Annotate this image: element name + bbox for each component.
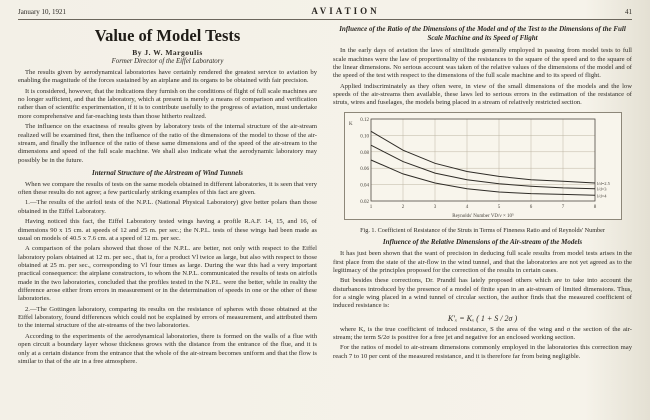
right-column — [333, 24, 632, 368]
svg-text:1: 1 — [369, 204, 372, 210]
svg-text:0.10: 0.10 — [359, 134, 369, 140]
figure-chart-container — [333, 112, 632, 225]
svg-text:K: K — [348, 121, 353, 127]
article-title: Value of Model Tests — [94, 26, 241, 45]
svg-text:0.08: 0.08 — [359, 150, 369, 156]
figure-1 — [333, 112, 632, 235]
paragraph: Having noticed this fact, the Eiffel Laboratory tested wings having a profile R.A.F. 14, 15, and 16, of dimensions 90 x 15 cm. at speeds of 12 and 25 m. per sec.; the N.P.L. tests of these wings had been made as usual on models of 40.5 x 7.6 cm. at a speed of 12 m. per sec. — [18, 218, 317, 242]
svg-text:0.04: 0.04 — [359, 183, 369, 189]
svg-text:l/d=4: l/d=4 — [596, 192, 607, 198]
paragraph: where Kₓ is the true coefficient of induced resistance, S the area of the wing and σ the section of the air-stream; the term S/2σ is positive for a free jet and negative for an enclosed working section. — [333, 325, 632, 342]
svg-text:l/d=3: l/d=3 — [596, 186, 607, 192]
page-number: 41 — [625, 8, 632, 16]
svg-text:6: 6 — [529, 204, 532, 210]
svg-text:7: 7 — [561, 204, 564, 210]
author-role: Former Director of the Eiffel Laboratory — [111, 58, 224, 65]
svg-text:0.06: 0.06 — [359, 166, 369, 172]
paragraph: When we compare the results of tests on the same models obtained in different laboratories, it is seen that very often these results do not agree; a few particularly striking examples of this fact are given. — [18, 180, 317, 197]
section-heading-ratio-dimensions: Influence of the Ratio of the Dimensions of the Model and of the Test to the Dimensions of the Full Scale Machine and its Speed of Flight — [339, 25, 626, 43]
svg-text:4: 4 — [465, 204, 468, 210]
journal-name: AVIATION — [311, 6, 380, 16]
paragraph: But besides these corrections, Dr. Prandtl has lately proposed others which are to take into account the disturbances introduced by the presence of a model of finite span in an air-stream of limited dimensions. Thus, for a single wing placed in a wind tunnel of circular section, the author finds that the measured coefficient of induced resistance is: — [333, 277, 632, 310]
paragraph: The results given by aerodynamical laboratories have certainly rendered the greatest service to aviation by enabling the magnitude of the forces sustained by an airplane and its organs to be obtained with fair precision. — [18, 69, 317, 85]
section-heading-relative-dimensions: Influence of the Relative Dimensions of the Air-stream of the Models — [382, 238, 583, 247]
paragraph: For the ratios of model to air-stream dimensions commonly employed in the laboratories this correction may reach 7 to 10 per cent of the measured resistance, and it is therefore far from being negligible. — [333, 344, 632, 360]
section-heading-airstream-structure: Internal Structure of the Airstream of Wind Tunnels — [92, 168, 243, 177]
induced-resistance-equation: K′ₓ = Kₓ ( 1 + S / 2σ ) — [447, 313, 518, 323]
article-columns — [18, 24, 632, 368]
svg-text:0.12: 0.12 — [359, 117, 369, 123]
page-header — [18, 6, 632, 16]
issue-date: January 10, 1921 — [18, 8, 67, 16]
paragraph: Applied indiscriminately as they often were, in view of the small dimensions of the models and the low speeds of the air-streams then available, these laws led to serious errors in the estimation of the resistance of struts, wires and fuselages, the models being placed in a stream of relatively restricted section. — [333, 82, 632, 107]
svg-text:8: 8 — [593, 204, 596, 210]
paragraph: A comparison of the polars showed that those of the N.P.L. are better, not only with respect to the Eiffel laboratory polars obtained at 12 m. per sec., that is, for a product Vl twice as large, but also with respect to those obtained at 25 m. per sec., corresponding to Vl four times as large. During the war this had a very important practical consequence: the airplane constructors, to whom the N.P.L. communicated the results of tests on airfoils made in the two laboratories, concluded that the profiles tested in the N.P.L. were the better, while in reality the difference arose either from errors in measurement or in the determination of speeds in one or the other of these laboratories. — [18, 245, 317, 303]
svg-text:Reynolds' Number VD/ν × 10⁵: Reynolds' Number VD/ν × 10⁵ — [451, 213, 514, 219]
svg-text:2: 2 — [401, 204, 404, 210]
byline: By J. W. Margoulis — [132, 48, 203, 57]
paragraph: 2.—The Gottingen laboratory, comparing its results on the resistance of spheres with those obtained at the Eiffel laboratory, found differences which could not be explained by errors of measurement, and attributed them to the internal structure of the air-streams of the two laboratories. — [18, 305, 317, 330]
svg-text:5: 5 — [497, 204, 500, 210]
paragraph: According to the experiments of the aerodynamical laboratories, there is formed on the walls of a flue with open circuit a boundary layer whose thickness grows with the distance from the entrance of the flue, and it is only at a certain distance from the entrance that the whole of the air-stream becomes uniform and that the flow is similar to that of the air in a free atmosphere. — [18, 332, 317, 365]
figure-chart — [344, 112, 622, 220]
paragraph: The influence on the exactness of results given by laboratory tests of the internal structure of the air-stream realized will be examined first, then the influence of the ratio of the dimensions of the model to those of the air-stream, and finally the influence of the ratio of these same dimensions and of the speed of the air-stream to the dimensions and speed of the full scale machine. We shall also indicate what the aerodynamic laboratory may possibly be in the future. — [18, 123, 317, 164]
paragraph: 1.—The results of the airfoil tests of the N.P.L. (National Physical Laboratory) give better polars than those obtained in the Eiffel Laboratory. — [18, 199, 317, 215]
figure-caption: Fig. 1. Coefficient of Resistance of the Struts in Terms of Fineness Ratio and of Reynolds' Number — [360, 226, 605, 234]
svg-text:3: 3 — [433, 204, 436, 210]
svg-text:l/d=2.5: l/d=2.5 — [596, 180, 610, 186]
paragraph: It has just been shown that the want of precision in deducing full scale results from model tests arises in the first place from the state of the air-flow in the wind tunnel, and that the laboratories are not yet agreed as to the legitimacy of the principles proposed for the correction of the results in certain cases. — [333, 250, 632, 274]
paragraph: It is considered, however, that the indications they furnish on the conditions of flight of full scale machines are no longer sufficient, and that the laboratory, which at present is merely a means of comparison and verification rather than of scientific experimentation, if it is to contribute usefully to the progress of aviation, must undertake more comprehensive and far-reaching tests than those hitherto realized. — [18, 87, 317, 120]
left-column — [18, 24, 317, 368]
svg-text:0.02: 0.02 — [359, 199, 369, 205]
header-rule — [18, 19, 632, 20]
paragraph: In the early days of aviation the laws of similitude generally employed in passing from model tests to full scale machines were the law of proportionality of the resistances to the square of the speed and to the square of the linear dimensions. No serious account was taken of the relative values of the dimensions of the model and of the speed of the test with respect to the dimensions of the full scale machine and to its speed of flight. — [333, 47, 632, 80]
